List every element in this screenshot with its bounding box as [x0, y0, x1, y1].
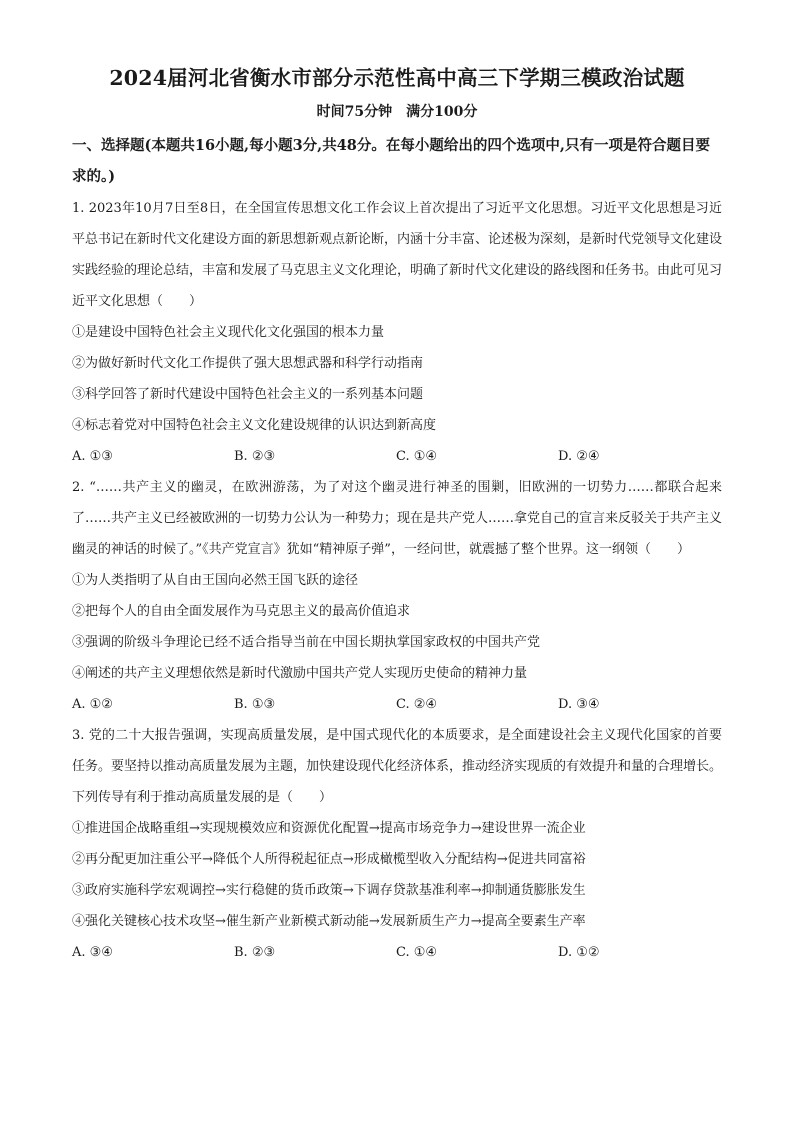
statement-1: ①是建设中国特色社会主义现代化文化强国的根本力量: [72, 325, 385, 340]
question-3: [72, 720, 722, 968]
section-heading: 一、选择题(本题共16小题,每小题3分,共48分。在每小题给出的四个选项中,只有一项是符合题目要求的。): [72, 137, 710, 185]
page-title: 2024届河北省衡水市部分示范性高中高三下学期三模政治试题: [109, 66, 685, 90]
statement-4: ④阐述的共产主义理想依然是新时代激励中国共产党人实现历史使命的精神力量: [72, 666, 528, 681]
statement-3: ③科学回答了新时代建设中国特色社会主义的一系列基本问题: [72, 387, 424, 402]
answer-options: [72, 689, 722, 720]
statement-4: ④强化关键核心技术攻坚→催生新产业新模式新动能→发展新质生产力→提高全要素生产率: [72, 914, 586, 929]
question-stem: 1. 2023年10月7日至8日，在全国宣传思想文化工作会议上首次提出了习近平文化思想。习近平文化思想是习近平总书记在新时代文化建设方面的新思想新观点新论断，内涵十分丰富、论述极为深刻，是新时代党领导文化建设实践经验的理论总结，丰富和发展了马克思主义文化理论，明确了新时代文化建设的路线图和任务书。由此可见习近平文化思想（ ）: [72, 201, 723, 309]
option-b: B. ①③: [234, 697, 276, 712]
exam-score: 满分100分: [406, 104, 478, 120]
question-stem: 3. 党的二十大报告强调，实现高质量发展，是中国式现代化的本质要求，是全面建设社会主义现代化国家的首要任务。要坚持以推动高质量发展为主题，加快建设现代化经济体系，推动经济实现质的有效提升和量的合理增长。下列传导有利于推动高质量发展的是（ ）: [72, 728, 723, 805]
statement-3: ③强调的阶级斗争理论已经不适合指导当前在中国长期执掌国家政权的中国共产党: [72, 635, 541, 650]
statement-1: ①为人类指明了从自由王国向必然王国飞跃的途径: [72, 573, 359, 588]
statement-2: ②再分配更加注重公平→降低个人所得税起征点→形成橄榄型收入分配结构→促进共同富裕: [72, 852, 586, 867]
answer-options: [72, 937, 722, 968]
option-c: C. ①④: [396, 945, 438, 960]
option-d: D. ②④: [558, 449, 600, 464]
question-1: [72, 193, 722, 472]
exam-info: [72, 102, 722, 122]
option-b: B. ②③: [234, 449, 276, 464]
statement-1: ①推进国企战略重组→实现规模效应和资源优化配置→提高市场竞争力→建设世界一流企业: [72, 821, 586, 836]
statement-4: ④标志着党对中国特色社会主义文化建设规律的认识达到新高度: [72, 418, 437, 433]
option-d: D. ①②: [558, 945, 600, 960]
question-2: [72, 472, 722, 720]
option-a: A. ①③: [72, 449, 113, 464]
statement-2: ②为做好新时代文化工作提供了强大思想武器和科学行动指南: [72, 356, 424, 371]
exam-time: 时间75分钟: [316, 104, 393, 120]
option-a: A. ①②: [72, 697, 113, 712]
option-d: D. ③④: [558, 697, 600, 712]
option-c: C. ②④: [396, 697, 438, 712]
option-c: C. ①④: [396, 449, 438, 464]
option-a: A. ③④: [72, 945, 113, 960]
question-stem: 2. “……共产主义的幽灵，在欧洲游荡，为了对这个幽灵进行神圣的围剿，旧欧洲的一切势力……都联合起来了……共产主义已经被欧洲的一切势力公认为一种势力；现在是共产党人……拿党自己的宣言来反驳关于共产主义幽灵的神话的时候了。”《共产党宣言》犹如“精神原子弹”，一经问世，就震撼了整个世界。这一纲领（ ）: [72, 480, 723, 557]
answer-options: [72, 441, 722, 472]
option-b: B. ②③: [234, 945, 276, 960]
statement-2: ②把每个人的自由全面发展作为马克思主义的最高价值追求: [72, 604, 411, 619]
statement-3: ③政府实施科学宏观调控→实行稳健的货币政策→下调存贷款基准利率→抑制通货膨胀发生: [72, 883, 586, 898]
